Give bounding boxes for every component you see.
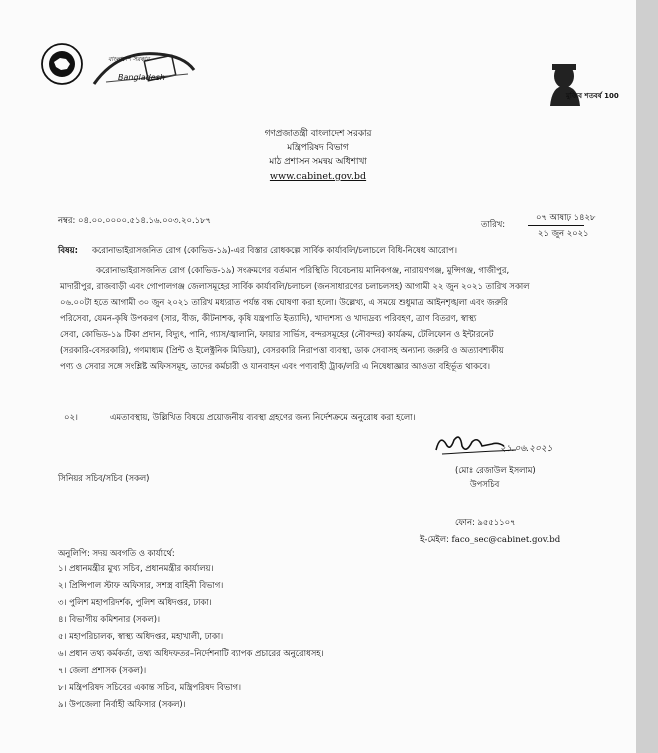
signature-date: ২১.০৬.২০২১: [500, 444, 553, 454]
website-link[interactable]: [218, 171, 418, 182]
list-item: ৪। বিভাগীয় কমিশনার (সকল)।: [58, 614, 161, 624]
subject-text: করোনাভাইরাসজনিত রোগ (কোভিড-১৯)-এর বিস্তার রোধকল্পে সার্বিক কার্যাবলি/চলাচলে বিধি-নিষেধ আরোপ।: [92, 245, 457, 255]
para1-line: মাদারীপুর, রাজবাড়ী এবং গোপালগঞ্জ জেলাসমূহের সার্বিক কার্যাবলি/চলাচল (জনসাধারণের চলাচলসহ) আগামী ২২ জুন ২০২১ তারিখ সকাল: [60, 281, 530, 291]
para1-line: সেবা, কোভিড-১৯ টিকা প্রদান, বিদ্যুৎ, পানি, গ্যাস/জ্বালানি, ফায়ার সার্ভিস, বন্দরসমূহের (নৌবন্দর) কার্যক্রম, টেলিফোন ও ইন্টারনেট: [60, 329, 494, 339]
date-bangla: ০৭ আষাঢ় ১৪২৮: [536, 212, 596, 222]
para1-line: পরিসেবা, যেমন-কৃষি উপকরণ (সার, বীজ, কীটনাশক, কৃষি যন্ত্রপাতি ইত্যাদি), খাদ্যশস্য ও খাদ্যদ্রব্য পরিবহণ, ত্রাণ বিতরণ, স্বাস্থ্য: [60, 313, 477, 323]
list-item: ৫। মহাপরিচালক, স্বাস্থ্য অধিদপ্তর, মহাখালী, ঢাকা।: [58, 631, 224, 641]
mujib-logo-text: মুজিব শতবর্ষ 100: [566, 92, 619, 100]
copies-heading: অনুলিপি: সদয় অবগতি ও কার্যার্থে:: [58, 548, 175, 558]
date-label: তারিখ:: [481, 219, 506, 229]
website-text: www.cabinet.gov.bd: [269, 171, 367, 182]
list-item: ৯। উপজেলা নির্বাহী অফিসার (সকল)।: [58, 699, 186, 709]
list-item: ৮। মন্ত্রিপরিষদ সচিবের একান্ত সচিব, মন্ত্রিপরিষদ বিভাগ।: [58, 682, 242, 692]
recipient: সিনিয়র সচিব/সচিব (সকল): [58, 473, 150, 483]
mujib-centenary-logo: [88, 44, 200, 90]
date-english: ২১ জুন ২০২১: [538, 228, 589, 238]
date-divider: [528, 225, 584, 226]
division-name: মন্ত্রিপরিষদ বিভাগ: [287, 143, 349, 153]
government-seal-logo: [40, 42, 84, 86]
email-line: [420, 534, 560, 546]
mujib-portrait-logo: [544, 56, 619, 106]
list-item: ৭। জেলা প্রশাসক (সকল)।: [58, 665, 147, 675]
reference-number: নম্বর: ০৪.০০.০০০০.৫১৪.১৬.০০৩.২০.১৮৭: [58, 215, 211, 225]
phone-number: ফোন: ৯৫৫১১০৭: [455, 517, 516, 527]
list-item: ১। প্রধানমন্ত্রীর মুখ্য সচিব, প্রধানমন্ত্রীর কার্যালয়।: [58, 563, 214, 573]
email-address[interactable]: faco_sec@cabinet.gov.bd: [451, 535, 561, 545]
government-name: গণপ্রজাতন্ত্রী বাংলাদেশ সরকার: [264, 129, 372, 139]
para1-line: পণ্য ও সেবার সঙ্গে সংশ্লিষ্ট অফিসসমূহ, তাদের কর্মচারী ও যানবাহন এবং পণ্যবাহী ট্রাক/লরি এ নিষেধাজ্ঞার আওতা বহির্ভূত থাকবে।: [60, 361, 490, 371]
list-item: ৬। প্রধান তথ্য কর্মকর্তা, তথ্য অধিদফতর–নির্দেশনাটি ব্যাপক প্রচারের অনুরোধসহ।: [58, 648, 324, 658]
subject-label: বিষয়:: [58, 245, 78, 255]
logo-bangla-text: বাংলাদেশ সরকার: [108, 56, 150, 63]
signatory-name: (মোঃ রেজাউল ইসলাম): [455, 465, 536, 475]
para2-text: এমতাবস্থায়, উল্লিখিত বিষয়ে প্রয়োজনীয় ব্যবস্থা গ্রহণের জন্য নির্দেশক্রমে অনুরোধ করা হলো।: [110, 412, 416, 422]
logo-bangladesh-text: Bangladesh: [118, 73, 165, 82]
list-item: ২। প্রিন্সিপাল স্টাফ অফিসার, সশস্ত্র বাহিনী বিভাগ।: [58, 580, 224, 590]
para1-line: ০৬.০০টা হতে আগামী ৩০ জুন ২০২১ তারিখ মধ্যরাত পর্যন্ত বন্ধ ঘোষণা করা হলো। উল্লেখ্য, এ সময়ে শুধুমাত্র আইনশৃঙ্খলা এবং জরুরি: [60, 297, 508, 307]
para1-line: (সরকারি-বেসরকারি), গণমাধ্যম (প্রিন্ট ও ইলেক্ট্রনিক মিডিয়া), বেসরকারি নিরাপত্তা ব্যবস্থা, ডাক সেবাসহ অন্যান্য জরুরি ও অত্যাবশ্যকীয়: [60, 345, 504, 355]
list-item: ৩। পুলিশ মহাপরিদর্শক, পুলিশ অধিদপ্তর, ঢাকা।: [58, 597, 212, 607]
signatory-designation: উপসচিব: [470, 479, 500, 489]
para1-line: করোনাভাইরাসজনিত রোগ (কোভিড-১৯) সংক্রমণের বর্তমান পরিস্থিতি বিবেচনায় মানিকগঞ্জ, নারায়ণগঞ্জ, মুন্সিগঞ্জ, গাজীপুর,: [96, 265, 510, 275]
page-edge: [636, 0, 658, 753]
wing-name: মাঠ প্রশাসন সমন্বয় অধিশাখা: [269, 157, 367, 167]
email-label: ই-মেইল:: [420, 534, 449, 544]
para2-number: ০২।: [64, 412, 78, 422]
